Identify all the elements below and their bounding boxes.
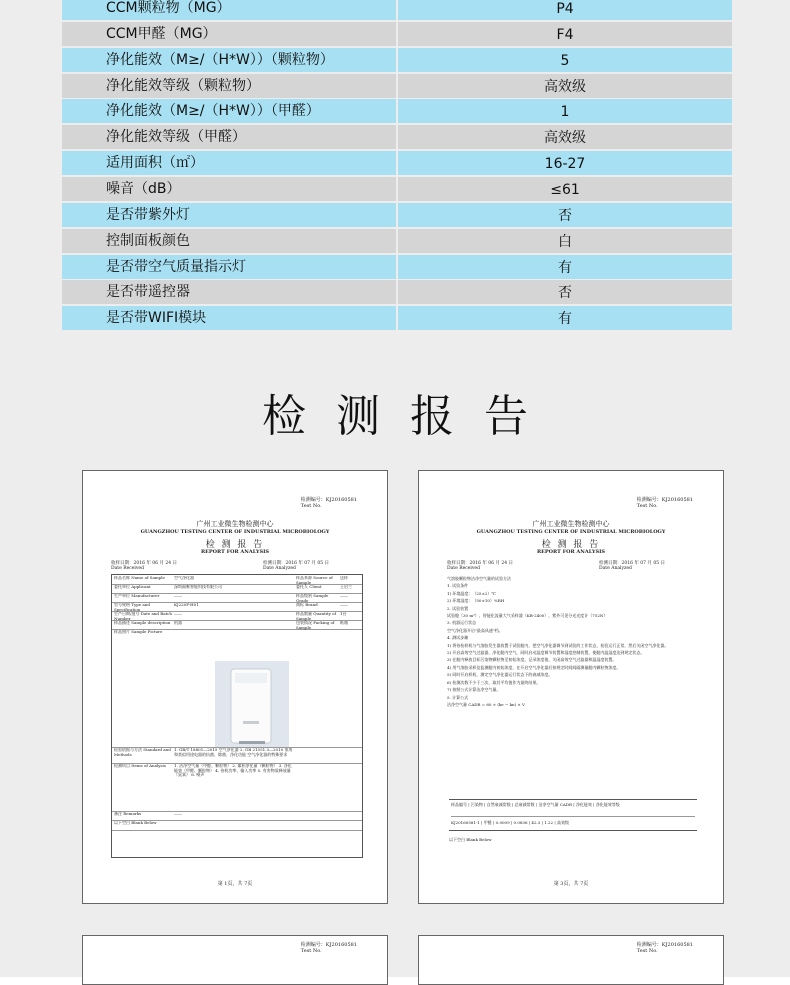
report-page-3[interactable] [82,935,388,985]
date-received [447,561,513,571]
report-number [637,497,693,509]
info-cell-v: —— [174,594,182,598]
spec-label: 净化能效等级（甲醛） [62,125,396,149]
spec-row [62,306,732,330]
spec-label: 控制面板颜色 [62,229,396,253]
spec-value: 白 [398,229,732,253]
test-no-label: Test No. [300,503,322,509]
spec-label: 是否带紫外灯 [62,203,396,227]
spec-label: 净化能效等级（颗粒物） [62,74,396,98]
method-line: 2) 环境湿度：（50±10）%RH [447,598,505,604]
info-cell-v: —— [174,812,182,816]
report-title-cn: 检 测 报 告 [205,540,265,550]
spec-label: CCM颗粒物（MG） [62,0,396,20]
info-cell-k: 生产日期/批号 Date and Batch Number [114,612,172,621]
info-cell-v: —— [174,612,182,616]
page-number: 第 1页，共 7页 [217,881,253,887]
info-cell-v2: 纸箱 [340,621,348,625]
section-title: 检测报告 [262,391,558,442]
info-cell-k: 型号规格 Type and Specification [114,603,150,612]
page-number: 第 3页，共 7页 [553,881,589,887]
date-received-en: Date Received [447,566,480,571]
spec-value: 有 [398,306,732,330]
spec-row [62,280,732,304]
report-number-label: 检测编号：KJ20160581 [300,497,357,503]
report-page-4[interactable] [418,935,724,985]
report-number [637,942,693,954]
spec-label: 是否带WIFI模块 [62,306,396,330]
spec-label: 是否带空气质量指示灯 [62,255,396,279]
method-line: 6) 检测次数不少于三次，取其平均值作为最终结果。 [447,679,541,685]
air-purifier-photo [215,661,289,747]
spec-row [62,151,732,175]
method-line: 1) 将待检样机与气溶胶发生器放置于试验舱内，把空气净化器调节到试验的工作状态，检验运行正常，然后关闭空气净化器。 [447,642,669,648]
info-cell-k: 检测项目 Items of Analysis [114,764,166,768]
info-cell-k: 备注 Remarks [114,812,142,816]
spec-value: 高效级 [398,125,732,149]
info-cell-k: 样品描述 Sample description [114,621,171,625]
spec-row [62,48,732,72]
method-line: 3) 在舱内释放目标污染物颗粒物至初始浓度，记录浓度值，关闭高效空气过滤器和温湿度装置。 [447,657,617,663]
info-row [112,747,362,764]
org-name-cn: 广州工业微生物检测中心 [196,520,274,528]
spec-row [62,229,732,253]
spec-label: CCM甲醛（MG） [62,22,396,46]
report-number [301,942,357,954]
blank-below: 以下空白 Blank Below [449,837,492,842]
report-number-label: 检测编号：KJ20160581 [636,497,693,503]
info-cell-k: 生产单位 Manufacturer [114,594,160,598]
date-analyzed [599,561,665,571]
spec-value: 否 [398,203,732,227]
date-analyzed-value: 检测日期：2016 年 07 月 05 日 [263,561,330,566]
info-cell-v: 机器 [174,621,182,625]
info-cell-v2: 送样 [340,576,348,580]
info-cell-k: 检验依据与方法 Standard and Methods [114,748,171,757]
info-cell-v2: —— [340,603,348,607]
info-cell-v: KJ220F-H01 [174,603,199,607]
method-line: 洁净空气量 CADR = 60 × (ke − kn) × V [447,701,525,707]
report-number-label: 检测编号：KJ20160581 [300,942,357,948]
info-cell-v2: —— [340,594,348,598]
method-line: 5. 计算公式 [447,694,469,700]
spec-value: 高效级 [398,74,732,98]
spec-label: 净化能效（M≥/（H*W））（甲醛） [62,99,396,123]
info-cell-v: 1. 洁净空气量（甲醛、颗粒物） 2. 累积净化量（颗粒物） 3. 净化能效（甲醛、颗粒物） 4. 待机功率、输入功率 5. 有害物质释放量（臭氧） 6. 噪声 [174,764,292,777]
info-cell-k: 样品名称 Name of Sample [114,576,165,580]
report-page-1[interactable] [82,470,388,904]
org-name-en: GUANGZHOU TESTING CENTER OF INDUSTRIAL MICROBIOLOGY [140,529,330,535]
method-line: 7) 按照公式计算洁净空气量。 [447,687,501,693]
info-cell-v2: 1台 [340,612,347,616]
date-received-value: 收样日期：2016 年 06 月 24 日 [111,561,178,566]
info-cell-v: 1. GB/T 18801—2015 空气净化器 2. GB 21551.3—2010 家用和类似用途电器的抗菌、除菌、净化功能 空气净化器的特殊要求 [174,748,293,757]
method-line: 5) 同时开启样机，测定空气净化器运行状态下的衰减浓度。 [447,672,553,678]
spec-value: 5 [398,48,732,72]
spec-value: 16-27 [398,151,732,175]
method-line: 气溶胶颗粒物洁净空气量的试验方法 [447,576,511,581]
report-title-en: REPORT FOR ANALYSIS [200,549,270,555]
spec-row [62,177,732,201]
method-line: 2. 试验装置 [447,605,469,611]
test-no-label: Test No. [300,948,322,954]
report-number [301,497,357,509]
spec-label: 噪音（dB） [62,177,396,201]
report-title-en: REPORT FOR ANALYSIS [536,549,606,555]
spec-value: 1 [398,99,732,123]
report-number-label: 检测编号：KJ20160581 [636,942,693,948]
test-no-label: Test No. [636,503,658,509]
method-line: 4. 测试步骤 [447,635,469,641]
info-cell-k2: 样品数量 Quantity of Sample [296,612,336,621]
info-cell-k2: 包装情况 Packing of Sample [296,621,335,630]
result-row: KJ20160581-1 | 甲醛 | 0.0009 | 0.0836 | 42.3 | 1.22 | 高效级 [451,816,695,826]
date-analyzed-en: Date Analyzed [263,566,296,571]
spec-value: ≤61 [398,177,732,201]
info-cell-v: 深圳福唯智能科技有限公司 [174,585,222,589]
date-analyzed-en: Date Analyzed [599,566,632,571]
spec-row [62,22,732,46]
date-received [111,561,177,571]
date-analyzed [263,561,329,571]
info-cell-k: 以下空白 Blank Below [114,821,157,825]
info-cell-k2: 样品来源 Source of Sample [296,576,333,585]
date-analyzed-value: 检测日期：2016 年 07 月 05 日 [599,561,666,566]
test-no-label: Test No. [636,948,658,954]
test-method-text [447,575,701,708]
spec-row [62,0,732,20]
info-cell-k2: 样品级别 Sample Grade [296,594,329,603]
method-line: 1. 试验条件 [447,583,469,589]
spec-row [62,203,732,227]
info-cell-v: 空气净化器 [174,576,194,580]
spec-row [62,255,732,279]
info-cell-k: 委托单位 Applicant [114,585,151,589]
org-name-cn: 广州工业微生物检测中心 [532,520,610,528]
spec-value: F4 [398,22,732,46]
info-row [112,763,362,812]
spec-value: 有 [398,255,732,279]
result-table [449,799,697,831]
method-line: 空气净化器开启"最高风速"档。 [447,627,503,633]
info-cell-v2: 王启兰 [340,585,352,589]
method-line: 2) 开启高效空气过滤器，净化舱内空气，同时启动温度调节装置和湿度控制装置，使舱内温湿度达到规定状态。 [447,650,645,656]
method-line: 4) 用气溶胶采样仪监测舱内初始浓度，在开启空气净化器后按规定时间间隔测量舱内颗粒物浓度。 [447,664,621,670]
spec-row [62,99,732,123]
spec-label: 适用面积（㎡） [62,151,396,175]
info-cell-k2: 商标 Brand [296,603,318,607]
date-received-value: 收样日期：2016 年 06 月 24 日 [447,561,514,566]
method-line: 1) 环境温度：（25±2）℃ [447,590,496,596]
spec-row [62,125,732,149]
org-name-en: GUANGZHOU TESTING CENTER OF INDUSTRIAL MICROBIOLOGY [476,529,666,535]
result-header: 样品编号 | 污染物 | 自然衰减常数 | 总衰减常数 | 洁净空气量 CADR | 净化能效 | 净化能效等级 [451,802,620,807]
info-cell-k: 样品照片 Sample Picture [114,630,163,634]
spec-label: 是否带遥控器 [62,280,396,304]
method-line: 3. 机器运行状态 [447,620,477,626]
spec-value: P4 [398,0,732,20]
date-received-en: Date Received [111,566,144,571]
info-row [112,820,362,831]
spec-value: 否 [398,280,732,304]
info-cell-k2: 委托人 Client [296,585,322,589]
spec-label: 净化能效（M≥/（H*W））（颗粒物） [62,48,396,72]
spec-row [62,74,732,98]
report-page-2[interactable] [418,470,724,904]
method-line: 试验舱（30 m³）、智能化流量大气采样器（KB-2400）、紫外可见分光光度计（752N） [447,613,608,619]
report-title-cn: 检 测 报 告 [541,540,601,550]
